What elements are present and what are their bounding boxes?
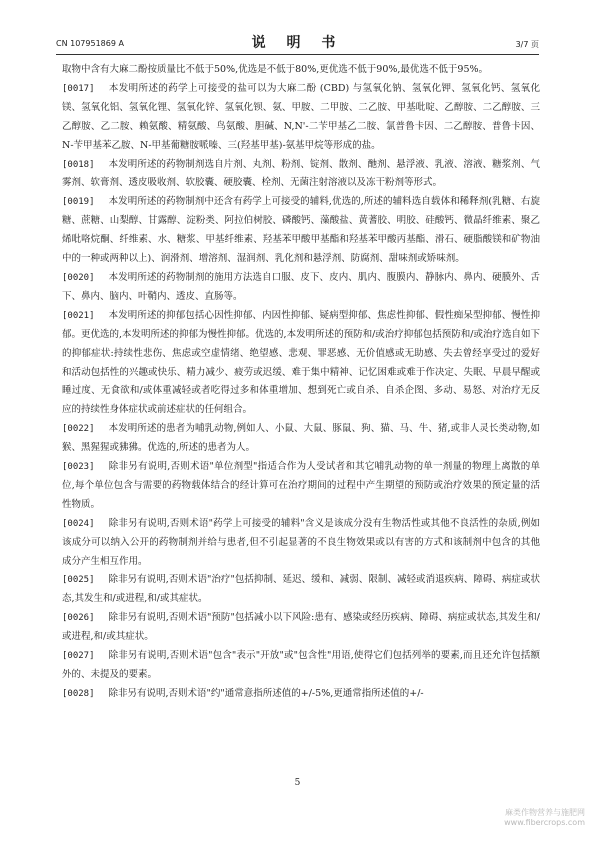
- paragraph-number: [0025]: [62, 575, 95, 586]
- paragraph-number: [0020]: [62, 272, 95, 283]
- paragraph-text: 本发明所述的药物制剂选自片剂、丸剂、粉剂、锭剂、散剂、酏剂、悬浮液、乳液、溶液、糖浆剂、气雾剂、软膏剂、透皮吸收剂、软胶囊、硬胶囊、栓剂、无菌注射溶液以及冻干粉剂等形式。: [62, 158, 540, 189]
- paragraph-text: 本发明所述的药学上可接受的盐可以为大麻二酚 (CBD) 与氢氧化钠、氢氧化钾、氢氧化钙、氢氧化镁、氢氧化铝、氢氧化锂、氢氧化锌、氢氧化钡、氨、甲胺、二甲胺、二乙胺、甲基吡啶、乙醇胺、二乙醇胺、三乙醇胺、乙二胺、赖氨酸、精氨酸、鸟氨酸、胆碱、N,N'-二苄甲基乙二胺、氯普鲁卡因、二乙醇胺、普鲁卡因、N-苄甲基苯乙胺、N-甲基葡糖胺哌嗪、三(羟基甲基)-氨基甲烷等形成的盐。: [62, 82, 540, 151]
- paragraph-text: 除非另有说明,否则术语"治疗"包括抑制、延迟、缓和、减弱、限制、减轻或消退疾病、障碍、病症或状态,其发生和/或进程,和/或其症状。: [62, 574, 540, 605]
- intro-paragraph: 取物中含有大麻二酚按质量比不低于50%,优选是不低于80%,更优选不低于90%,最优选不低于95%。: [62, 64, 489, 75]
- paragraph-number: [0022]: [62, 424, 95, 435]
- page-indicator: 3/7 页: [515, 40, 539, 49]
- paragraph-number: [0019]: [62, 197, 95, 208]
- paragraph-text: 除非另有说明,否则术语"约"通常意指所述值的+/-5%,更通常指所述值的+/-: [108, 687, 424, 699]
- paragraph-number: [0026]: [62, 613, 95, 624]
- paragraph: [62, 193, 540, 269]
- paragraph-text: 除非另有说明,否则术语"包含"表示"开放"或"包含性"用语,使得它们包括列举的要素,而且还允许包括额外的、未提及的要素。: [62, 650, 540, 680]
- paragraph-number: [0023]: [62, 462, 95, 473]
- watermark-line-1: 麻类作物营养与施肥网: [505, 808, 585, 817]
- paragraph: [62, 80, 540, 156]
- paragraph-number: [0027]: [62, 651, 95, 662]
- paragraph-number: [0028]: [62, 688, 95, 699]
- paragraph-text: 本发明所述的患者为哺乳动物,例如人、小鼠、大鼠、豚鼠、狗、猫、马、牛、猪,或非人灵长类动物,如猴、黑猩猩或狒狒。优选的,所述的患者为人。: [62, 423, 540, 454]
- document-title: 说 明 书: [251, 35, 344, 51]
- paragraph-text: 本发明所述的抑郁包括心因性抑郁、内因性抑郁、疑病型抑郁、焦虑性抑郁、假性痴呆型抑郁、慢性抑郁。更优选的,本发明所述的抑郁为慢性抑郁。优选的,本发明所述的预防和/或治疗抑郁包括预防和/或治疗选自如下的抑郁症状:持续性悲伤、焦虑或空虚情绪、绝望感、悲观、罪恶感、无价值感或无助感、失去曾经享受过的爱好和活动包括性的兴趣或快乐、精力减少、疲劳或迟缓、难于集中精神、记忆困难或难于作决定、失眠、早晨早醒或睡过度、无食欲和/或体重减轻或者吃得过多和体重增加、想到死亡或自杀、自杀企图、多动、易怒、对治疗无反应的持续性身体症状或前述症状的任何组合。: [62, 309, 540, 416]
- paragraph: [62, 458, 540, 515]
- paragraph-list: [62, 80, 540, 704]
- page-header: [56, 30, 539, 55]
- watermark-line-2: www.fibercrops.com: [504, 818, 585, 827]
- paragraph-text: 除非另有说明,否则术语"单位剂型"指适合作为人受试者和其它哺乳动物的单一剂量的物理上离散的单位,每个单位包含与需要的药物载体结合的经计算可在治疗期间的过程中产生期望的预防或治疗效果的预定量的活性物质。: [62, 461, 540, 510]
- paragraph: [62, 420, 540, 458]
- paragraph-number: [0021]: [62, 310, 95, 321]
- paragraph-number: [0024]: [62, 518, 95, 529]
- paragraph: [62, 156, 540, 194]
- paragraph: [62, 685, 540, 704]
- paragraph-number: [0018]: [62, 159, 95, 170]
- paragraph-text: 本发明所述的药物制剂中还含有药学上可接受的辅料,优选的,所述的辅料选自载体和稀释剂(乳糖、右旋糖、蔗糖、山梨醇、甘露醇、淀粉类、阿拉伯树胶、磷酸钙、藻酸盐、黄蓍胶、明胶、硅酸钙、微晶纤维素、聚乙烯吡咯烷酮、纤维素、水、糖浆、甲基纤维素、羟基苯甲酸甲基酯和羟基苯甲酸丙基酯、滑石、硬脂酸镁和矿物油中的一种或两种以上)、润滑剂、增溶剂、湿润剂、乳化剂和悬浮剂、防腐剂、甜味剂或矫味剂。: [62, 196, 540, 265]
- paragraph: [62, 571, 540, 609]
- paragraph: [62, 307, 540, 420]
- document-body: [62, 61, 540, 704]
- paragraph-text: 除非另有说明,否则术语"预防"包括减小以下风险:患有、感染或经历疾病、障碍、病症或状态,其发生和/或进程,和/或其症状。: [62, 612, 540, 643]
- paragraph: [62, 647, 540, 685]
- paragraph-text: 除非另有说明,否则术语"药学上可接受的辅料"含义是该成分没有生物活性或其他不良活性的杂质,例如该成分可以纳入公开的药物制剂并给与患者,但不引起显著的不良生物效果或以有害的方式和该制剂中包含的其他成分产生相互作用。: [62, 517, 540, 567]
- paragraph: [62, 609, 540, 647]
- paragraph: [62, 269, 540, 307]
- paragraph-number: [0017]: [62, 83, 95, 94]
- page-number: 5: [294, 778, 301, 788]
- paragraph: [62, 515, 540, 572]
- paragraph-text: 本发明所述的药物制剂的施用方法选自口服、皮下、皮内、肌内、腹膜内、静脉内、鼻内、硬膜外、舌下、鼻内、脑内、叶鞘内、透皮、直肠等。: [62, 271, 540, 302]
- publication-number: CN 107951869 A: [56, 39, 124, 48]
- watermark: [455, 808, 585, 828]
